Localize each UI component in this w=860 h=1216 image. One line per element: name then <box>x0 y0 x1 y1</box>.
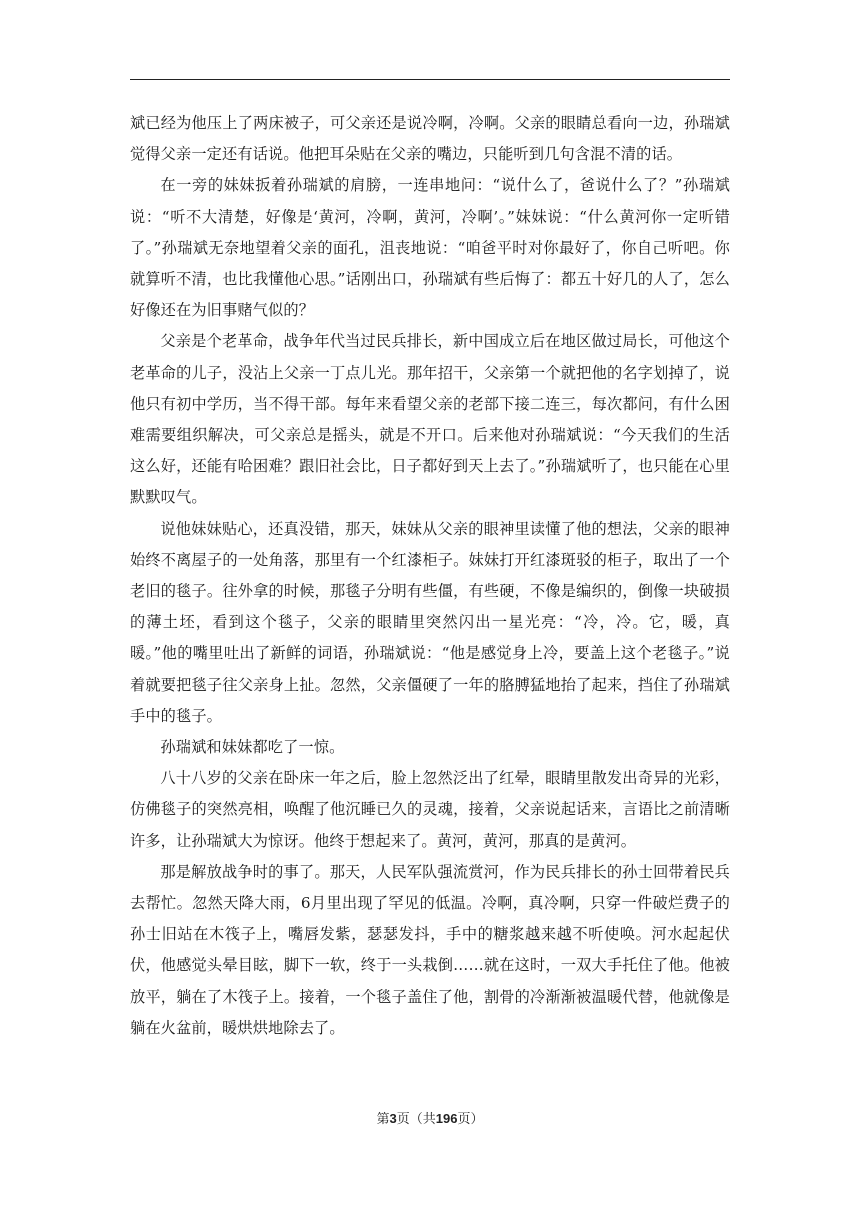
footer-middle: 页（共 <box>396 1112 436 1127</box>
page-number: 3 <box>389 1111 397 1126</box>
total-pages: 196 <box>435 1111 458 1126</box>
footer-suffix: 页） <box>457 1112 484 1127</box>
document-body <box>130 108 730 1044</box>
page-footer <box>0 1111 860 1128</box>
paragraph-2: 在一旁的妹妹扳着孙瑞斌的肩膀，一连串地问：“说什么了，爸说什么了？”孙瑞斌说：“听不大清楚，好像是‘黄河，冷啊，黄河，冷啊’。”妹妹说：“什么黄河你一定听错了。”孙瑞斌无奈地望着父亲的面孔，沮丧地说：“咱爸平时对你最好了，你自己听吧。你就算听不清，也比我懂他心思。”话刚出口，孙瑞斌有些后悔了：都五十好几的人了，怎么好像还在为旧事赌气似的？ <box>130 176 730 320</box>
paragraph-1: 斌已经为他压上了两床被子，可父亲还是说冷啊，冷啊。父亲的眼睛总看向一边，孙瑞斌觉得父亲一定还有话说。他把耳朵贴在父亲的嘴边，只能听到几句含混不清的话。 <box>130 114 730 164</box>
footer-prefix: 第 <box>376 1112 390 1127</box>
paragraph-6: 八十八岁的父亲在卧床一年之后，脸上忽然泛出了红晕，眼睛里散发出奇异的光彩，仿佛毯子的突然亮相，唤醒了他沉睡已久的灵魂，接着，父亲说起话来，言语比之前清晰许多，让孙瑞斌大为惊讶。他终于想起来了。黄河，黄河，那真的是黄河。 <box>130 769 730 850</box>
header-rule <box>130 79 730 80</box>
paragraph-4: 说他妹妹贴心，还真没错，那天，妹妹从父亲的眼神里读懂了他的想法，父亲的眼神始终不离屋子的一处角落，那里有一个红漆柜子。妹妹打开红漆斑驳的柜子，取出了一个老旧的毯子。往外拿的时候，那毯子分明有些僵，有些硬，不像是编织的，倒像一块破损的薄土坯，看到这个毯子，父亲的眼睛里突然闪出一星光亮：“冷，冷。它，暖，真暖。”他的嘴里吐出了新鲜的词语，孙瑞斌说：“他是感觉身上冷，要盖上这个老毯子。”说着就要把毯子往父亲身上扯。忽然，父亲僵硬了一年的胳膊猛地抬了起来，挡住了孙瑞斌手中的毯子。 <box>130 519 730 725</box>
paragraph-5: 孙瑞斌和妹妹都吃了一惊。 <box>160 738 345 757</box>
paragraph-7: 那是解放战争时的事了。那天，人民军队强流赏河，作为民兵排长的孙士回带着民兵去帮忙。忽然天降大雨，6月里出现了罕见的低温。冷啊，真冷啊，只穿一件破烂费子的孙士旧站在木筏子上，嘴唇发紫，瑟瑟发抖，手中的糖浆越来越不听使唤。河水起起伏伏，他感觉头晕目眩，脚下一软，终于一头栽倒……就在这时，一双大手托住了他。他被放平，躺在了木筏子上。接着，一个毯子盖住了他，割骨的冷渐渐被温暖代替，他就像是躺在火盆前，暖烘烘地除去了。 <box>130 862 730 1037</box>
paragraph-3: 父亲是个老革命，战争年代当过民兵排长，新中国成立后在地区做过局长，可他这个老革命的儿子，没沾上父亲一丁点儿光。那年招干，父亲第一个就把他的名字划掉了，说他只有初中学历，当不得干部。每年来看望父亲的老部下接二连三，每次都问，有什么困难需要组织解决，可父亲总是摇头，就是不开口。后来他对孙瑞斌说：“今天我们的生活这么好，还能有哈困难？跟旧社会比，日子都好到天上去了。”孙瑞斌听了，也只能在心里默默叹气。 <box>130 332 730 507</box>
